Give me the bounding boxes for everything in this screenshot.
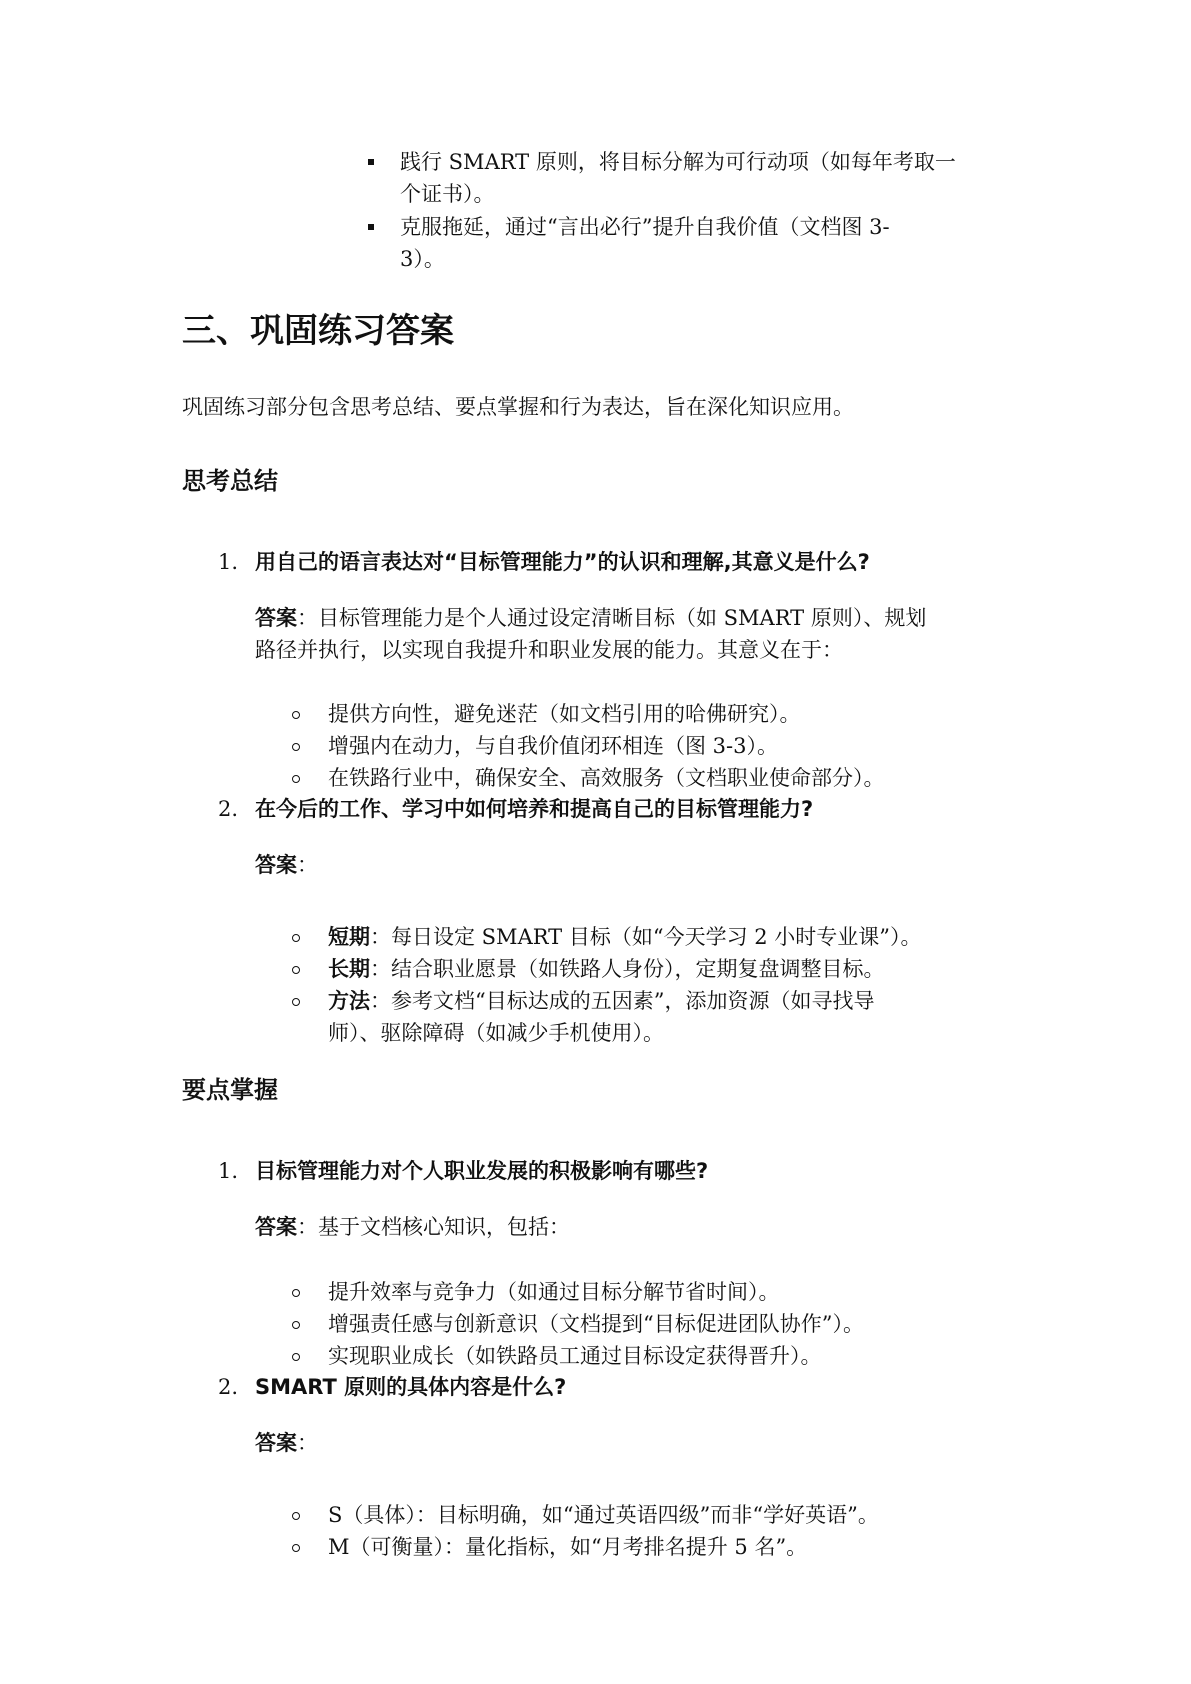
top-bullet-2-line-1: 克服拖延，通过“言出必行”提升自我价值（文档图 3- (400, 215, 890, 239)
intro-paragraph: 巩固练习部分包含思考总结、要点掌握和行为表达，旨在深化知识应用。 (182, 395, 854, 419)
section-title: 三、巩固练习答案 (182, 311, 454, 351)
top-bullet-1-line-1: 践行 SMART 原则，将目标分解为可行动项（如每年考取一 (400, 150, 956, 174)
part1-q1-bullet-3: 在铁路行业中，确保安全、高效服务（文档职业使命部分）。 (328, 766, 885, 790)
part2-q2-bullet-2: M（可衡量）：量化指标，如“月考排名提升 5 名”。 (328, 1535, 808, 1559)
part1-q2-answer-label-line (255, 849, 318, 881)
part1-q2-bullet-3-line-2: 师）、驱除障碍（如减少手机使用）。 (328, 1021, 664, 1045)
part2-q2-question: SMART 原则的具体内容是什么? (255, 1375, 567, 1399)
answer-suffix: ： (297, 1431, 318, 1455)
bullet-text: ：参考文档“目标达成的五因素”，添加资源（如寻找导 (370, 989, 875, 1013)
part2-q1-bullet-1: 提升效率与竞争力（如通过目标分解节省时间）。 (328, 1280, 780, 1304)
part2-q2-bullet-1: S（具体）：目标明确，如“通过英语四级”而非“学好英语”。 (328, 1503, 879, 1527)
part2-q1-bullet-2: 增强责任感与创新意识（文档提到“目标促进团队协作”）。 (328, 1312, 864, 1336)
square-bullet-icon (368, 159, 374, 165)
bullet-label: 方法 (328, 989, 370, 1013)
part1-q1-question: 用自己的语言表达对“目标管理能力”的认识和理解,其意义是什么? (255, 550, 870, 574)
part2-q2-answer-label-line (255, 1427, 318, 1459)
part2-heading: 要点掌握 (182, 1076, 278, 1104)
top-bullet-1-line-2: 个证书）。 (400, 182, 495, 206)
part2-q1-question: 目标管理能力对个人职业发展的积极影响有哪些? (255, 1159, 709, 1183)
part1-q2-bullet-2 (328, 953, 885, 985)
circle-bullet-icon (292, 1289, 300, 1297)
part2-q1-number: 1. (218, 1159, 239, 1183)
circle-bullet-icon (292, 1321, 300, 1329)
part1-q1-answer-line-2: 路径并执行，以实现自我提升和职业发展的能力。其意义在于： (255, 638, 843, 662)
bullet-text: ：每日设定 SMART 目标（如“今天学习 2 小时专业课”）。 (370, 925, 922, 949)
bullet-label: 长期 (328, 957, 370, 981)
part1-q2-bullet-3 (328, 985, 874, 1017)
part2-q1-answer (255, 1211, 570, 1243)
answer-text: ：基于文档核心知识，包括： (297, 1215, 570, 1239)
part1-q1-bullet-1: 提供方向性，避免迷茫（如文档引用的哈佛研究）。 (328, 702, 801, 726)
circle-bullet-icon (292, 934, 300, 942)
answer-suffix: ： (297, 853, 318, 877)
circle-bullet-icon (292, 1353, 300, 1361)
answer-text: ：目标管理能力是个人通过设定清晰目标（如 SMART 原则）、规划 (297, 606, 927, 630)
part2-q2-number: 2. (218, 1375, 239, 1399)
part1-heading: 思考总结 (182, 467, 278, 495)
answer-label: 答案 (255, 1215, 297, 1239)
circle-bullet-icon (292, 998, 300, 1006)
circle-bullet-icon (292, 1544, 300, 1552)
answer-label: 答案 (255, 853, 297, 877)
part1-q2-bullet-1 (328, 921, 922, 953)
part1-q2-question: 在今后的工作、学习中如何培养和提高自己的目标管理能力? (255, 797, 814, 821)
circle-bullet-icon (292, 775, 300, 783)
circle-bullet-icon (292, 966, 300, 974)
bullet-label: 短期 (328, 925, 370, 949)
square-bullet-icon (368, 224, 374, 230)
part1-q1-answer-line-1 (255, 602, 926, 634)
circle-bullet-icon (292, 743, 300, 751)
top-bullet-2-line-2: 3）。 (400, 247, 445, 271)
part2-q1-bullet-3: 实现职业成长（如铁路员工通过目标设定获得晋升）。 (328, 1344, 822, 1368)
part1-q2-number: 2. (218, 797, 239, 821)
answer-label: 答案 (255, 606, 297, 630)
part1-q1-bullet-2: 增强内在动力，与自我价值闭环相连（图 3-3）。 (328, 734, 778, 758)
circle-bullet-icon (292, 1512, 300, 1520)
answer-label: 答案 (255, 1431, 297, 1455)
circle-bullet-icon (292, 711, 300, 719)
bullet-text: ：结合职业愿景（如铁路人身份），定期复盘调整目标。 (370, 957, 885, 981)
part1-q1-number: 1. (218, 550, 239, 574)
